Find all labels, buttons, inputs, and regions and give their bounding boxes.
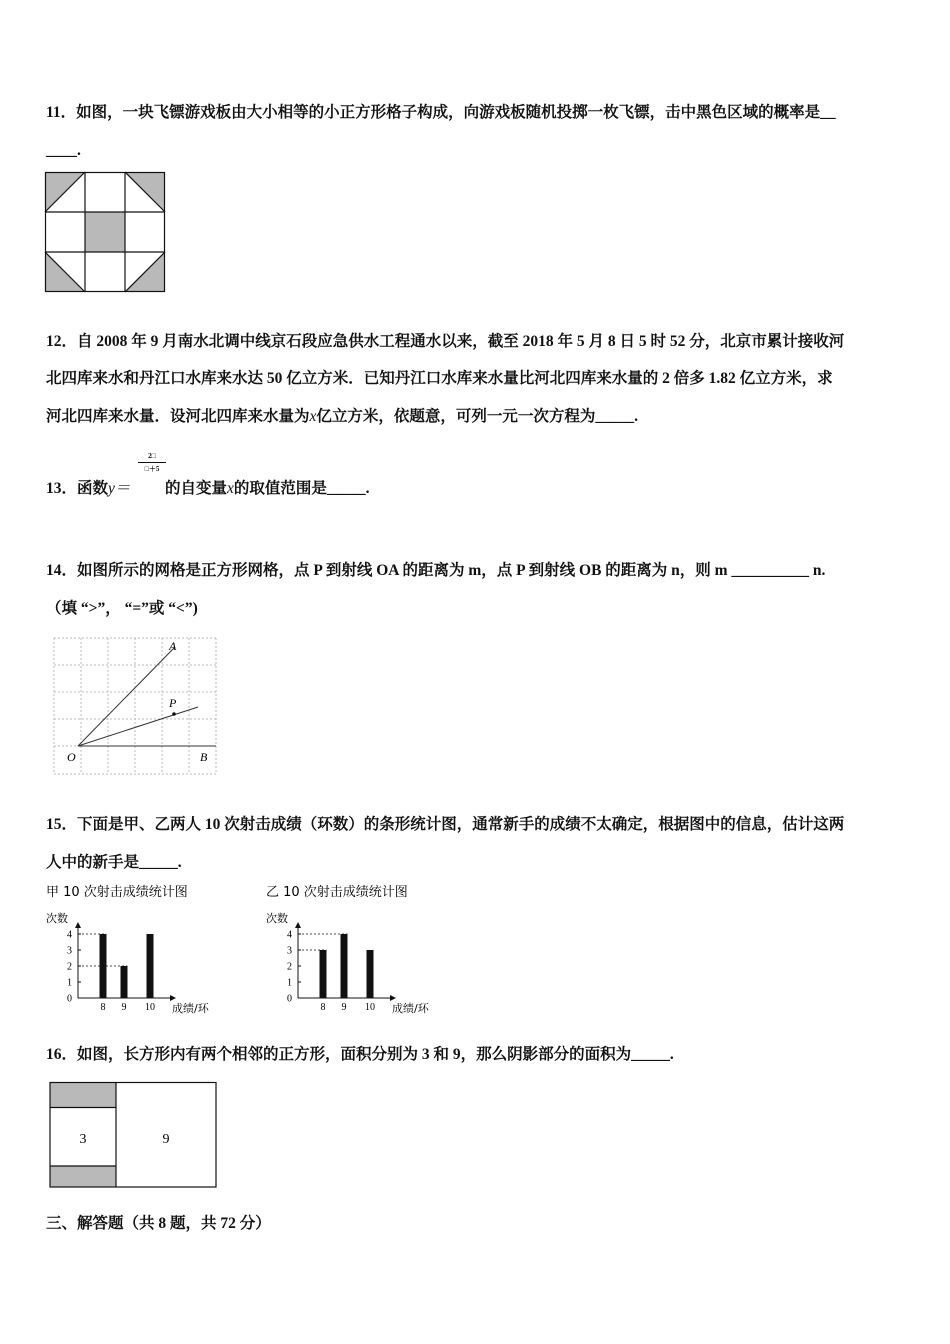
shade-top (50, 1083, 116, 1108)
bar-10 (147, 934, 154, 998)
section3-title: 三、解答题（共 8 题，共 72 分） (46, 1215, 271, 1232)
x-axis-arrow (390, 995, 396, 1001)
shade-bottom (50, 1166, 116, 1187)
chart-jia-svg (42, 882, 242, 1018)
y-tick-label: 2 (287, 961, 292, 973)
chart-title: 乙 10 次射击成绩统计图 (266, 885, 408, 900)
q13-fraction-numerator: 2□ (148, 452, 156, 460)
q12-line2: 北四库来水和丹江口水库来水达 50 亿立方米．已知丹江口水库来水量比河北四库来水量的 2 倍多 1.82 亿立方米，求 (46, 370, 833, 387)
q11-text: 11．如图，一块飞镖游戏板由大小相等的小正方形格子构成，向游戏板随机投掷一枚飞镖，击中黑色区域的概率是__ (46, 104, 836, 121)
label-B: B (200, 750, 208, 764)
label-O: O (67, 750, 76, 764)
bar-9 (341, 934, 348, 998)
ray-grid-figure (50, 635, 220, 777)
q13-fraction (138, 451, 166, 474)
x-tick-label: 9 (121, 1002, 127, 1013)
q12-var-x: x (309, 408, 317, 425)
q15-line1: 15．下面是甲、乙两人 10 次射击成绩（环数）的条形统计图，通常新手的成绩不太确定，根据图中的信息，估计这两 (46, 816, 845, 833)
q13-y-equals: y＝ (108, 480, 131, 497)
x-axis-label: 成绩/环 (392, 1002, 429, 1015)
small-square-label: 3 (79, 1132, 87, 1147)
q12-line1: 12．自 2008 年 9 月南水北调中线京石段应急供水工程通水以来，截至 2018 年 5 月 8 日 5 时 52 分，北京市累计接收河 (46, 333, 845, 350)
q14-line1: 14．如图所示的网格是正方形网格，点 P 到射线 OA 的距离为 m，点 P 到射线 OB 的距离为 n，则 m __________ n. (46, 562, 826, 579)
y-tick-label: 4 (67, 929, 72, 941)
bar-9 (121, 966, 128, 998)
q13-rest (165, 478, 370, 500)
dartboard-figure (45, 172, 165, 292)
big-square-label: 9 (162, 1132, 170, 1147)
x-tick-label: 8 (320, 1002, 326, 1013)
y-tick-label: 2 (67, 961, 72, 973)
x-tick-label: 9 (341, 1002, 347, 1013)
q11-blank: ____. (46, 142, 81, 159)
y-tick-label: 1 (67, 977, 72, 989)
q16-text: 16．如图，长方形内有两个相邻的正方形，面积分别为 3 和 9，那么阴影部分的面积为_____. (46, 1046, 674, 1063)
point-P (172, 712, 176, 716)
q13-middle: 的自变量 (165, 480, 228, 497)
y-tick-label: 3 (287, 945, 292, 957)
y-tick-label: 4 (287, 929, 292, 941)
chart-yi-svg (262, 882, 462, 1018)
q13-prefix: 13．函数 (46, 480, 109, 497)
y-tick-label: 0 (67, 993, 72, 1005)
x-tick-label: 8 (100, 1002, 106, 1013)
q13-suffix: 的取值范围是_____. (233, 480, 370, 497)
x-tick-label: 10 (145, 1002, 155, 1013)
grid-lines (54, 638, 216, 774)
chart-yi (262, 882, 462, 1018)
chart-jia (42, 882, 242, 1018)
ray-OA (78, 647, 175, 746)
x-axis-arrow (170, 995, 176, 1001)
y-tick-label: 1 (287, 977, 292, 989)
q12-line3-a: 河北四库来水量．设河北四库来水量为 (46, 408, 310, 425)
y-axis-arrow (295, 922, 301, 928)
y-tick-label: 0 (287, 993, 292, 1005)
rectangle-squares-figure (48, 1081, 218, 1189)
chart-title: 甲 10 次射击成绩统计图 (46, 885, 188, 900)
x-axis-label: 成绩/环 (172, 1002, 209, 1015)
x-tick-label: 10 (365, 1002, 375, 1013)
y-tick-label: 3 (67, 945, 72, 957)
bar-8 (320, 950, 327, 998)
q12-line3-b: 亿立方米，依题意，可列一元一次方程为_____. (316, 408, 639, 425)
q13-fraction-denominator: □＋5 (144, 465, 160, 473)
label-A: A (169, 639, 177, 653)
q13-fraction-bar (138, 462, 166, 463)
y-axis-label: 次数 (266, 912, 288, 925)
ray-OP (78, 707, 198, 746)
q12-line3 (46, 406, 638, 428)
q15-line2: 人中的新手是_____. (46, 854, 182, 871)
bar-10 (367, 950, 374, 998)
label-P: P (169, 696, 177, 710)
y-axis-arrow (75, 922, 81, 928)
q13-var-x: x (227, 480, 234, 497)
y-axis-label: 次数 (46, 912, 68, 925)
q13-text (46, 478, 130, 500)
q14-line2: （填 “>”， “=”或 “<”) (46, 600, 198, 617)
